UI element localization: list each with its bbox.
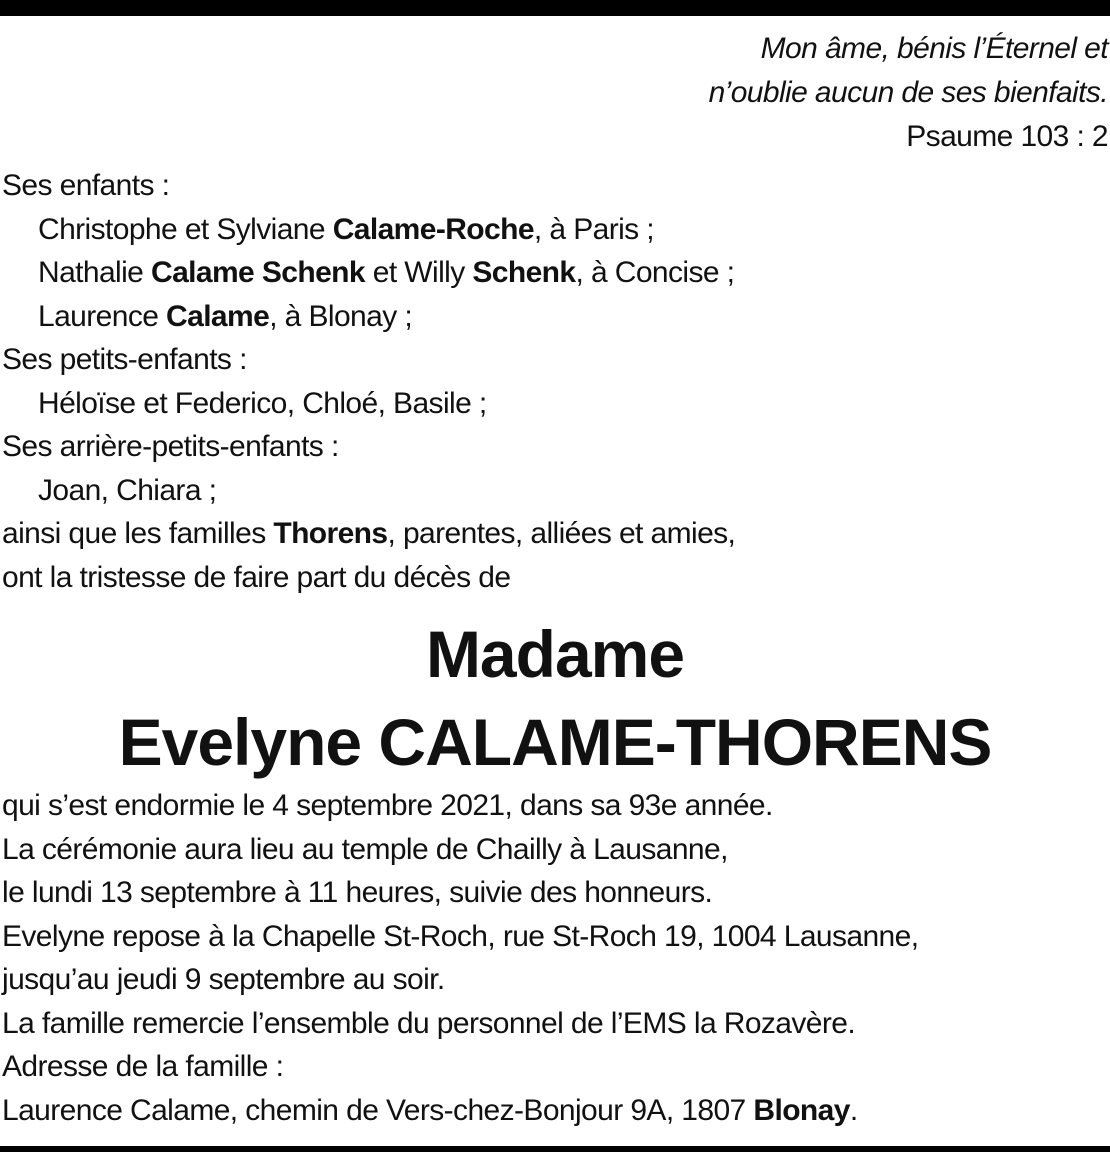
child-1-given-names: Christophe et Sylviane	[38, 212, 333, 246]
families-surname: Thorens	[273, 517, 388, 550]
top-border-rule	[0, 0, 1110, 16]
child-1-place: , à Paris ;	[533, 212, 655, 246]
details-line-2: La cérémonie aura lieu au temple de Chailly à Lausanne,	[2, 832, 728, 866]
ceremony-details	[2, 784, 1102, 1132]
child-1-surname: Calame-Roche	[332, 212, 534, 246]
address-street: Laurence Calame, chemin de Vers-chez-Bonjour 9A, 1807	[2, 1093, 754, 1127]
families-prefix: ainsi que les familles	[2, 517, 274, 550]
address-period: .	[849, 1093, 858, 1127]
great-grandchildren-heading: Ses arrière-petits-enfants :	[2, 430, 339, 463]
children-heading: Ses enfants :	[2, 169, 170, 202]
deceased-name: Evelyne CALAME-THORENS	[118, 705, 992, 779]
child-2-spouse-name: et Willy	[365, 256, 473, 289]
bottom-border-rule	[0, 1146, 1110, 1152]
families-suffix: , parentes, alliées et amies,	[387, 517, 736, 550]
child-entry-3	[2, 295, 1102, 339]
epigraph-verse-line-1: Mon âme, bénis l’Éternel et	[760, 32, 1108, 65]
families-line	[2, 512, 1102, 556]
family-address	[2, 1089, 1102, 1133]
details-line-1: qui s’est endormie le 4 septembre 2021, dans sa 93e année.	[2, 789, 773, 822]
child-2-place: , à Concise ;	[575, 256, 735, 289]
child-3-given-name: Laurence	[38, 299, 167, 333]
grandchildren-names: Héloïse et Federico, Chloé, Basile ;	[38, 386, 487, 420]
deceased-name-block	[0, 610, 1110, 786]
announcement-line: ont la tristesse de faire part du décès de	[2, 560, 511, 594]
details-line-4: Evelyne repose à la Chapelle St-Roch, rue St-Roch 19, 1004 Lausanne,	[2, 919, 919, 953]
details-line-6: La famille remercie l’ensemble du personnel de l’EMS la Rozavère.	[2, 1006, 856, 1040]
details-line-5: jusqu’au jeudi 9 septembre au soir.	[2, 963, 445, 996]
child-entry-1	[2, 208, 1102, 252]
epigraph-verse-line-2: n’oublie aucun de ses bienfaits.	[708, 76, 1108, 109]
details-line-3: le lundi 13 septembre à 11 heures, suivie des honneurs.	[2, 876, 713, 909]
child-entry-2	[2, 251, 1102, 295]
great-grandchildren-names: Joan, Chiara ;	[38, 473, 217, 507]
epigraph-reference: Psaume 103 : 2	[906, 120, 1108, 153]
child-2-given-name: Nathalie	[38, 256, 152, 289]
child-2-spouse-surname: Schenk	[472, 256, 576, 289]
child-2-surname: Calame Schenk	[151, 256, 365, 289]
epigraph	[709, 27, 1108, 159]
child-3-place: , à Blonay ;	[269, 299, 413, 333]
family-list	[2, 164, 1102, 599]
child-3-surname: Calame	[166, 299, 270, 333]
grandchildren-heading: Ses petits-enfants :	[2, 343, 247, 376]
address-heading: Adresse de la famille :	[2, 1050, 284, 1083]
address-town: Blonay	[753, 1093, 850, 1127]
deceased-title: Madame	[425, 617, 685, 691]
